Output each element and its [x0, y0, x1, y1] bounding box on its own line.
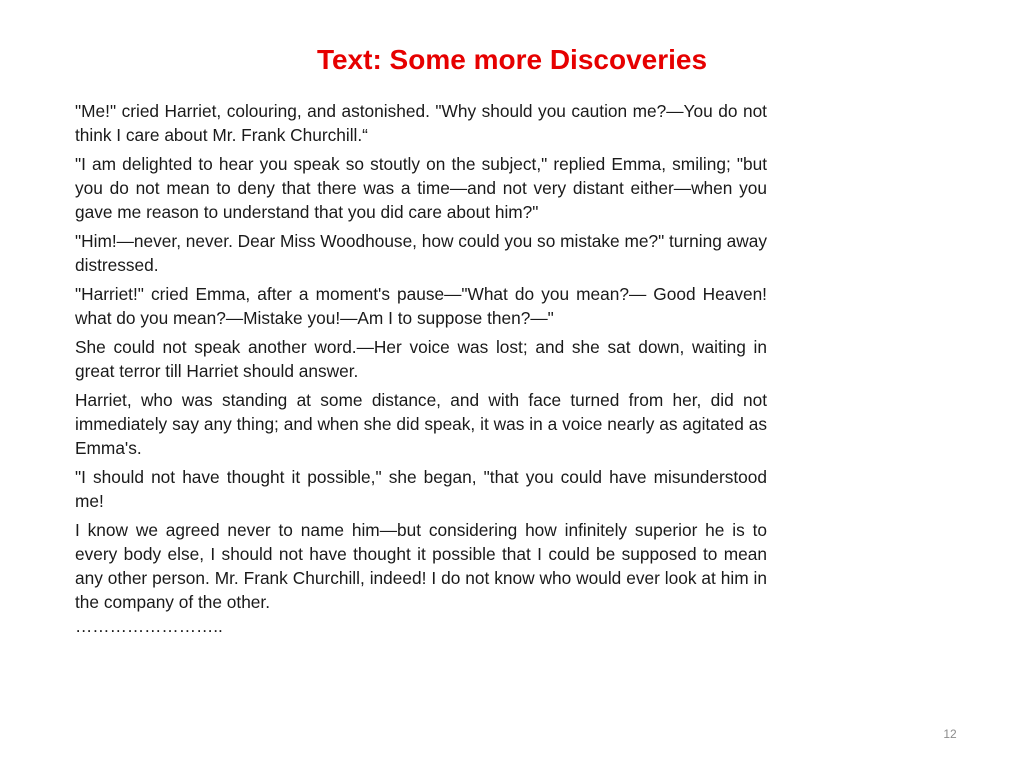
- paragraph-1: "Me!" cried Harriet, colouring, and astonished. "Why should you caution me?—You do not think I care about Mr. Frank Churchill.“: [75, 101, 767, 145]
- slide-body-text: [75, 99, 767, 643]
- page-number: 12: [943, 727, 957, 741]
- paragraph-7: "I should not have thought it possible," she began, "that you could have misunderstood me!: [75, 467, 767, 511]
- paragraph-8: [75, 518, 767, 638]
- paragraph-6: Harriet, who was standing at some distance, and with face turned from her, did not immediately say any thing; and when she did speak, it was in a voice nearly as agitated as Emma's.: [75, 390, 767, 458]
- slide-title: Text: Some more Discoveries: [316, 44, 708, 75]
- paragraph-3: "Him!—never, never. Dear Miss Woodhouse, how could you so mistake me?" turning away distressed.: [75, 231, 767, 275]
- paragraph-8-ellipsis: ……………………..: [75, 616, 223, 636]
- paragraph-4: "Harriet!" cried Emma, after a moment's pause—"What do you mean?— Good Heaven! what do you mean?—Mistake you!—Am I to suppose then?—": [75, 284, 767, 328]
- paragraph-2: "I am delighted to hear you speak so stoutly on the subject," replied Emma, smiling; "but you do not mean to deny that there was a time—and not very distant either—when you gave me reason to understand that you did care about him?": [75, 154, 767, 222]
- paragraph-5: She could not speak another word.—Her voice was lost; and she sat down, waiting in great terror till Harriet should answer.: [75, 337, 767, 381]
- paragraph-8-text: I know we agreed never to name him—but considering how infinitely superior he is to every body else, I should not have thought it possible that I could be supposed to mean any other person. Mr. Frank Churchill, indeed! I do not know who would ever look at him in the company of the other.: [75, 520, 767, 612]
